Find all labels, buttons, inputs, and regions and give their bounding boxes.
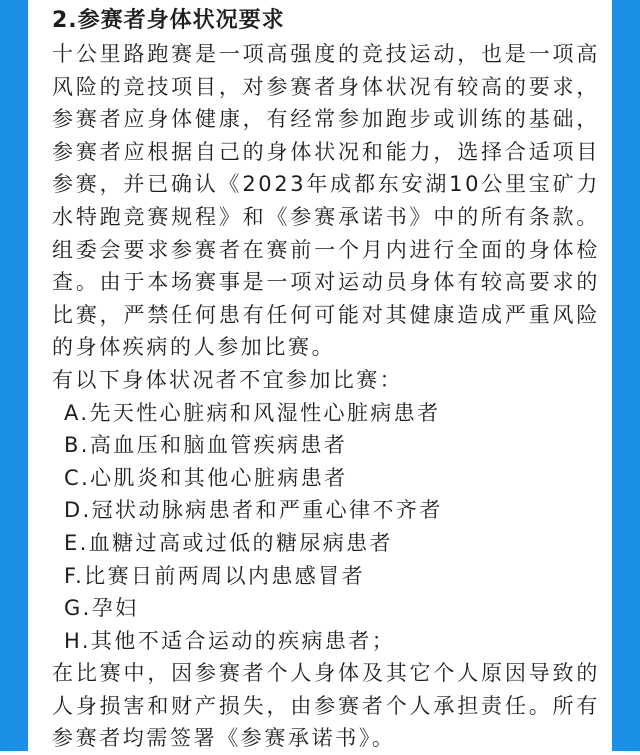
list-item: E.血糖过高或过低的糖尿病患者	[64, 530, 393, 555]
list-item: F.比赛日前两周以内患感冒者	[64, 563, 365, 588]
list-item: A.先天性心脏病和风湿性心脏病患者	[64, 400, 441, 425]
left-frame-border	[0, 0, 28, 751]
conditions-list	[52, 397, 600, 658]
list-item: C.心肌炎和其他心脏病患者	[64, 465, 348, 490]
right-frame-border	[612, 0, 640, 751]
paragraph-requirements: 十公里路跑赛是一项高强度的竞技运动，也是一项高风险的竞技项目，对参赛者身体状况有较高的要求，参赛者应身体健康，有经常参加跑步或训练的基础，参赛者应根据自己的身体状况和能力，选择合适项目参赛，并已确认《2023年成都东安湖10公里宝矿力水特跑竞赛规程》和《参赛承诺书》中的所有条款。组委会要求参赛者在赛前一个月内进行全面的身体检查。由于本场赛事是一项对运动员身体有较高要求的比赛，严禁任何患有任何可能对其健康造成严重风险的身体疾病的人参加比赛。	[52, 42, 600, 360]
list-item: B.高血压和脑血管疾病患者	[64, 433, 348, 458]
paragraph-liability: 在比赛中，因参赛者个人身体及其它个人原因导致的人身损害和财产损失，由参赛者个人承担责任。所有参赛者均需签署《参赛承诺书》。	[52, 661, 600, 751]
section-title: 2.参赛者身体状况要求	[52, 8, 285, 33]
list-item: G.孕妇	[64, 596, 139, 621]
list-item: D.冠状动脉病患者和严重心律不齐者	[64, 498, 443, 523]
document-content	[52, 0, 600, 755]
conditions-intro: 有以下身体状况者不宜参加比赛：	[52, 367, 403, 392]
list-item: H.其他不适合运动的疾病患者；	[64, 628, 396, 653]
